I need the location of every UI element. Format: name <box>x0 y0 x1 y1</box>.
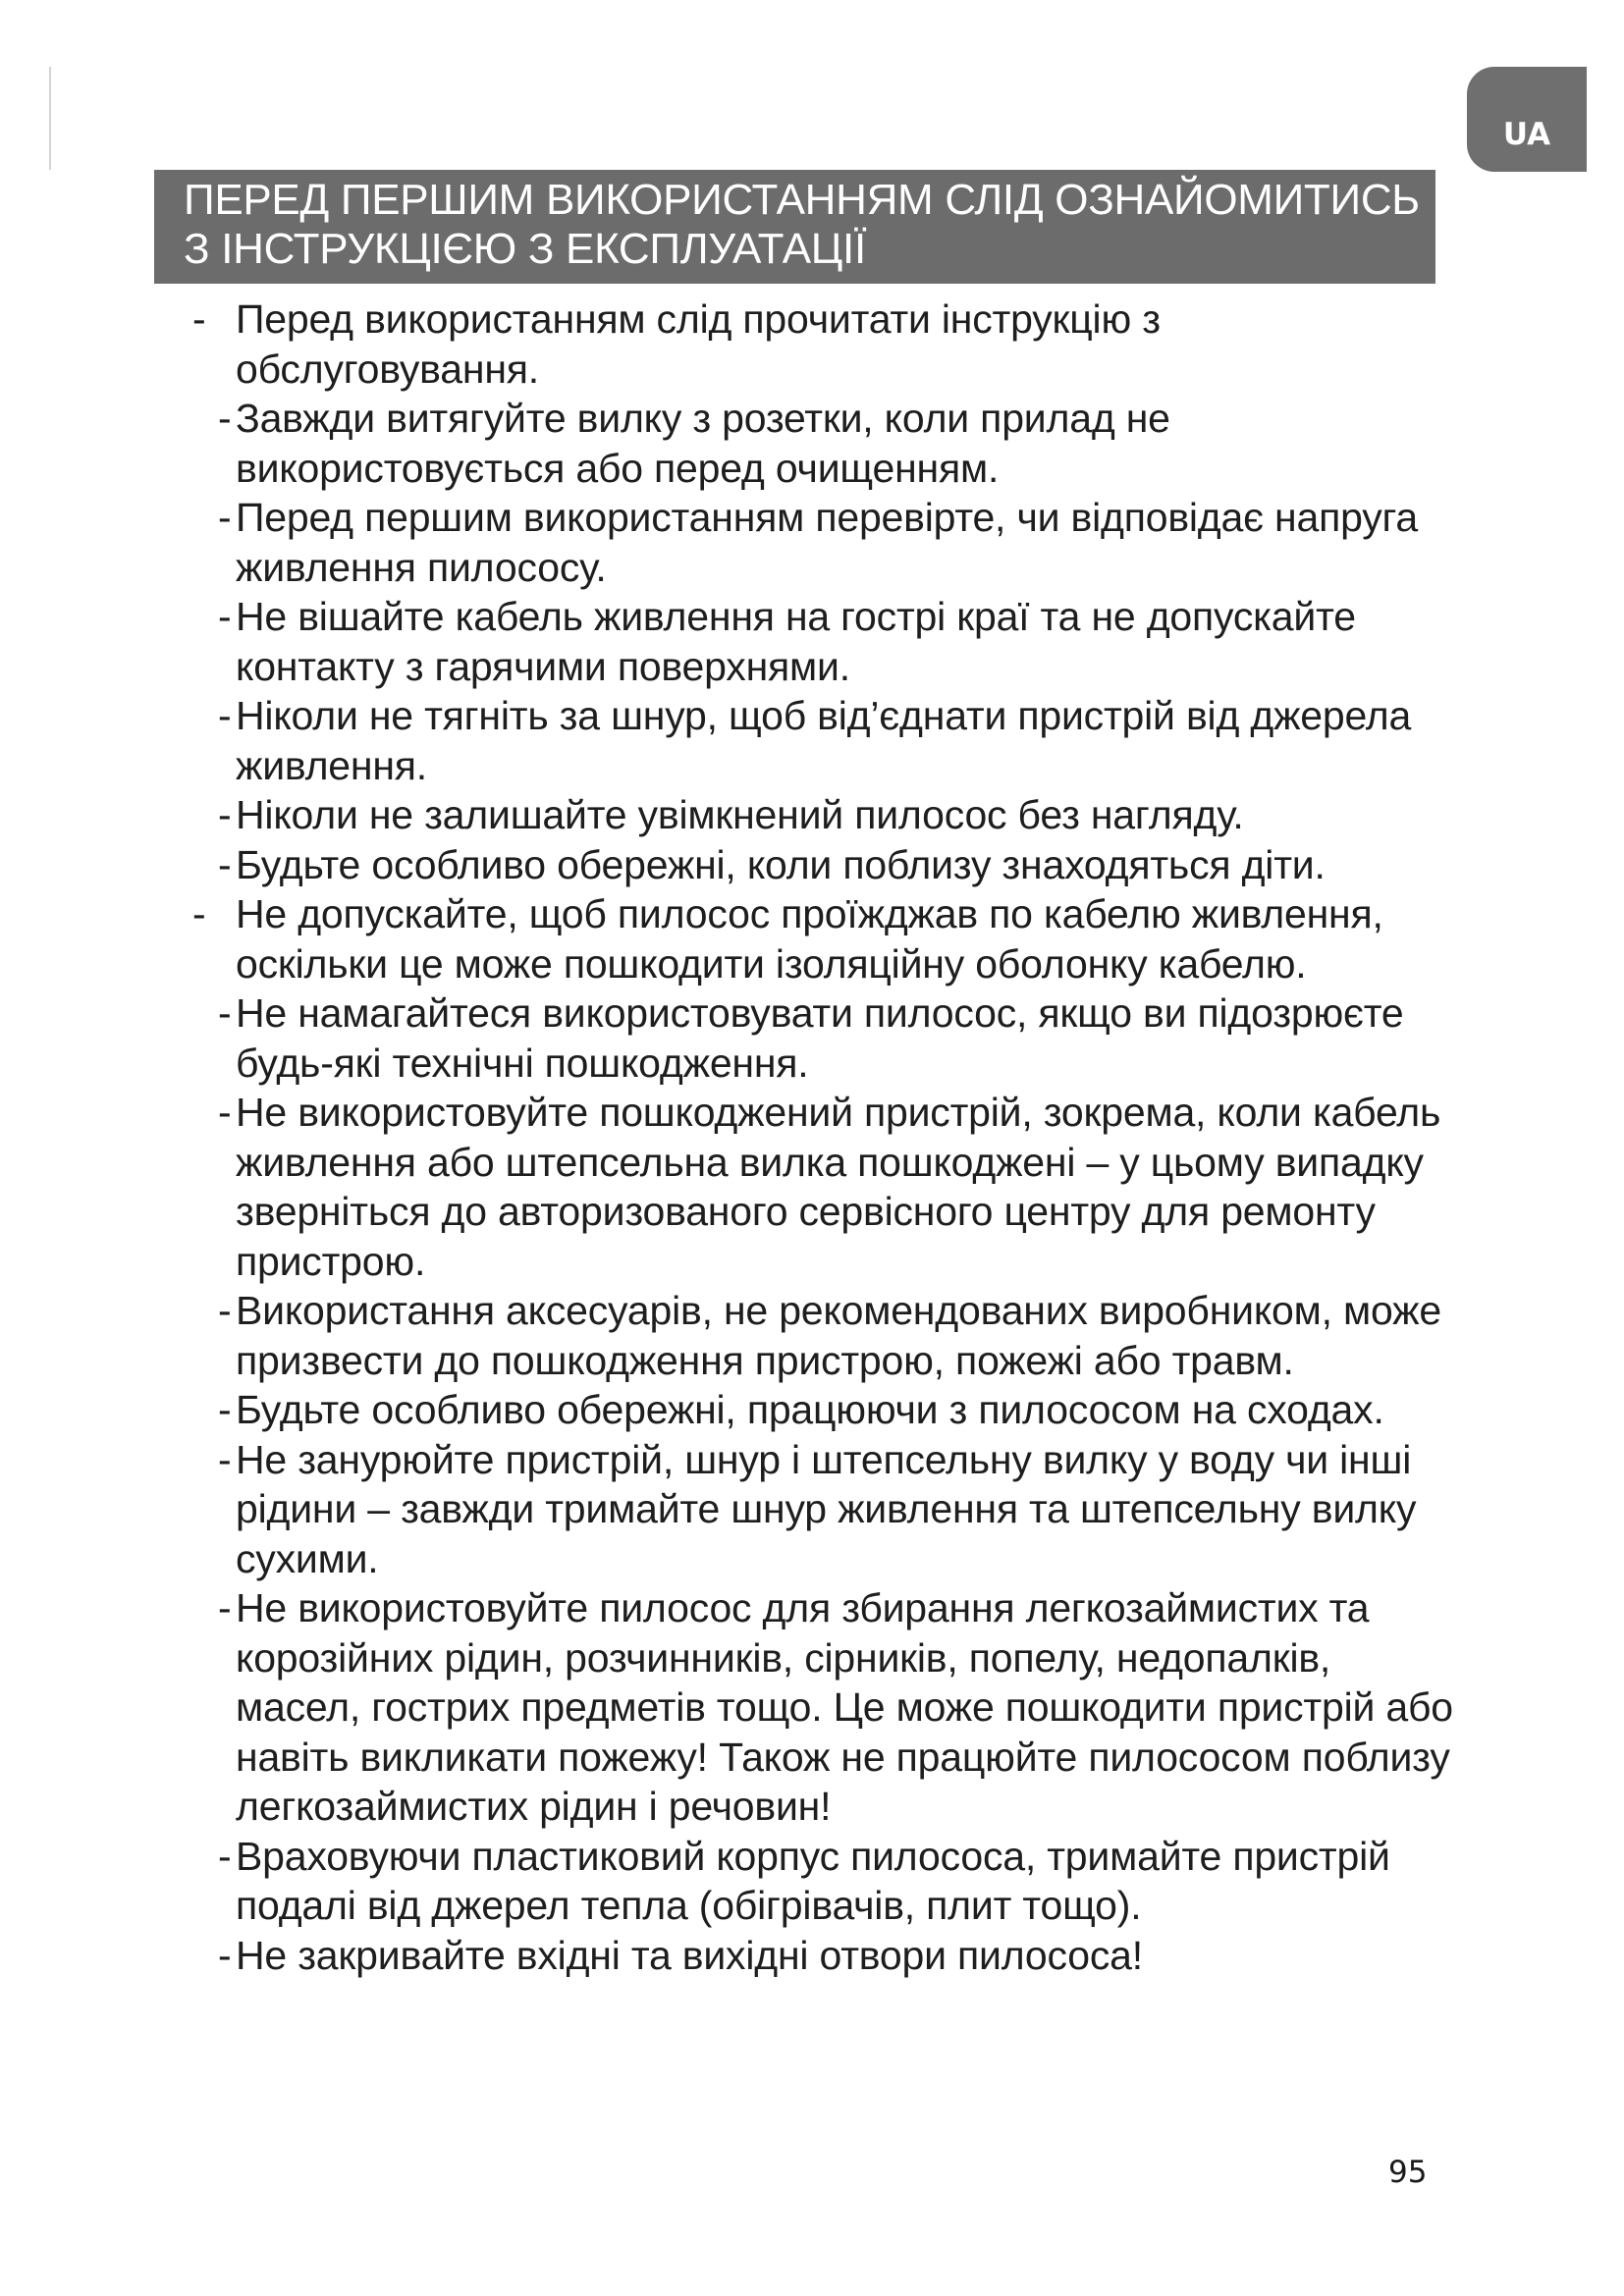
warning-item <box>0 1931 1453 1981</box>
list-dash: - <box>218 1932 232 1978</box>
page-number: 95 <box>1388 2155 1428 2190</box>
list-dash: - <box>218 693 232 738</box>
list-dash: - <box>192 296 206 342</box>
margin-rule <box>49 67 51 170</box>
list-dash: - <box>218 792 232 837</box>
warning-item <box>0 691 1453 790</box>
section-title-line-1: ПЕРЕД ПЕРШИМ ВИКОРИСТАННЯМ СЛІД ОЗНАЙОМИТИСЬ <box>184 176 1420 224</box>
warning-text: Завжди витягуйте вилку з розетки, коли прилад не використовується або перед очищенням. <box>236 396 1170 491</box>
warning-item <box>0 1832 1453 1931</box>
warning-text: Перед першим використанням перевірте, чи відповідає напруга живлення пилососу. <box>236 495 1418 590</box>
list-dash: - <box>218 594 232 639</box>
section-title-bar <box>154 170 1435 284</box>
list-dash: - <box>218 396 232 441</box>
warning-text: Ніколи не залишайте увімкнений пилосос без нагляду. <box>236 792 1244 837</box>
list-dash: - <box>218 495 232 540</box>
warning-item <box>0 840 1453 890</box>
warning-text: Не використовуйте пошкоджений пристрій, зокрема, коли кабель живлення або штепсельна вилка пошкоджені – у цьому випадку зверніться до авторизованого сервісного центру для ремонту пристрою. <box>236 1090 1441 1284</box>
warning-text: Не закривайте вхідні та вихідні отвори пилососа! <box>236 1932 1143 1978</box>
warning-text: Використання аксесуарів, не рекомендованих виробником, може призвести до пошкодження пристрою, пожежі або травм. <box>236 1288 1441 1383</box>
warning-item <box>0 790 1453 840</box>
safety-warnings-list <box>0 294 1624 1980</box>
warning-text: Не вішайте кабель живлення на гострі краї та не допускайте контакту з гарячими поверхнями. <box>236 594 1356 689</box>
warning-text: Перед використанням слід прочитати інструкцію з обслуговування. <box>236 296 1161 392</box>
warning-text: Будьте особливо обережні, коли поблизу знаходяться діти. <box>236 841 1326 887</box>
warning-item <box>0 1088 1453 1286</box>
list-dash: - <box>218 1833 232 1879</box>
list-dash: - <box>218 1090 232 1135</box>
warning-item <box>0 1286 1453 1385</box>
warning-text: Не намагайтеся використовувати пилосос, якщо ви підозрюєте будь-які технічні пошкодження. <box>236 990 1404 1086</box>
warning-item <box>0 1385 1453 1435</box>
warning-item <box>0 988 1453 1088</box>
warning-text: Враховуючи пластиковий корпус пилососа, тримайте пристрій подалі від джерел тепла (обігрівачів, плит тощо). <box>236 1833 1390 1928</box>
warning-text: Не допускайте, щоб пилосос проїжджав по кабелю живлення, оскільки це може пошкодити ізоляційну оболонку кабелю. <box>236 891 1383 987</box>
list-dash: - <box>218 1387 232 1432</box>
list-dash: - <box>218 990 232 1036</box>
warning-item <box>0 493 1453 592</box>
warning-text: Будьте особливо обережні, працюючи з пилососом на сходах. <box>236 1387 1384 1432</box>
list-dash: - <box>218 841 232 887</box>
warning-text: Не занурюйте пристрій, шнур і штепсельну вилку у воду чи інші рідини – завжди тримайте шнур живлення та штепсельну вилку сухими. <box>236 1436 1417 1581</box>
warning-item <box>0 1435 1453 1584</box>
section-title-line-2: З ІНСТРУКЦІЄЮ З ЕКСПЛУАТАЦІЇ <box>184 225 866 273</box>
language-tab: UA <box>1467 67 1587 172</box>
list-dash: - <box>218 1288 232 1333</box>
list-dash: - <box>218 1585 232 1630</box>
warning-item <box>0 1583 1453 1832</box>
list-dash: - <box>192 891 206 936</box>
warning-item <box>0 592 1453 691</box>
warning-item <box>0 294 1453 394</box>
warning-text: Не використовуйте пилосос для збирання легкозаймистих та корозійних рідин, розчинників, сірників, попелу, недопалків, масел, гострих предметів тощо. Це може пошкодити пристрій або навіть викликати пожежу! Також не працюйте пилососом поблизу легкозаймистих рідин і речовин! <box>236 1585 1453 1829</box>
list-dash: - <box>218 1436 232 1482</box>
warning-item <box>0 394 1453 493</box>
warning-item <box>0 889 1453 988</box>
warning-text: Ніколи не тягніть за шнур, щоб від’єднати пристрій від джерела живлення. <box>236 693 1412 788</box>
